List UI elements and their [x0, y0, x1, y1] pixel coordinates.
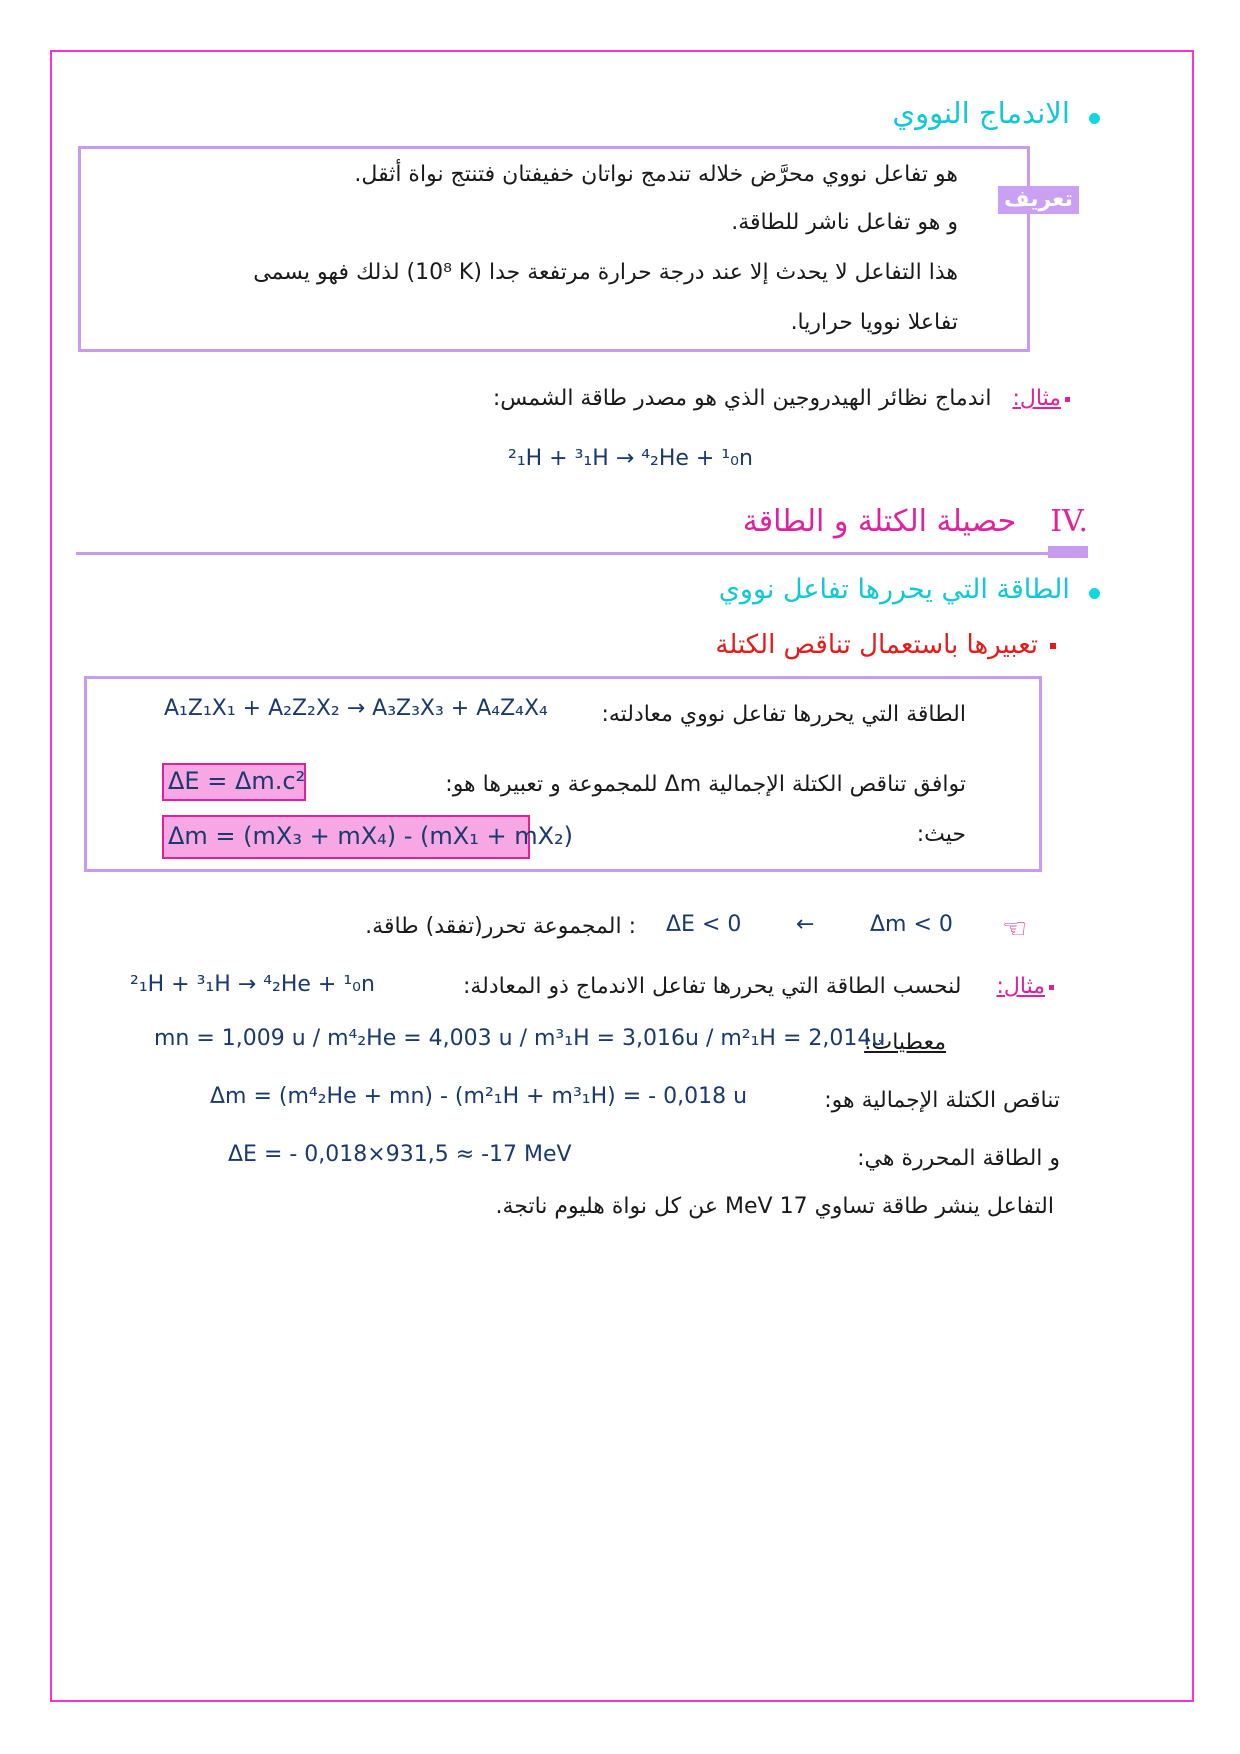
box-equation-2: ΔE = Δm.c²: [168, 767, 306, 795]
def-line-3: [253, 260, 958, 285]
energy-equation: ΔE = - 0,018×931,5 ≈ -17 MeV: [228, 1142, 572, 1167]
def-line-3-text: هذا التفاعل لا يحدث إلا عند درجة حرارة مرتفعة جدا: [488, 260, 958, 285]
section4-underline-marker: [1048, 546, 1088, 558]
mass-equation: Δm = (m⁴₂He + mn) - (m²₁H + m³₁H) = - 0,018 u: [210, 1084, 748, 1109]
def-line-4: تفاعلا نوويا حراريا.: [790, 310, 958, 335]
box-line-1: الطاقة التي يحررها تفاعل نووي معادلته:: [601, 702, 966, 727]
section4-number: IV.: [1050, 504, 1088, 539]
energy-subheading-row: [715, 630, 1056, 660]
bullet-icon: [1089, 113, 1100, 124]
square-bullet-icon: [1050, 643, 1056, 649]
def-line-3-temp: (10⁸ K): [406, 260, 482, 285]
pointing-hand-icon: ☜: [1002, 912, 1028, 945]
section4-underline: [76, 552, 1086, 555]
box-line-2: توافق تناقص الكتلة الإجمالية Δm للمجموعة و تعبيرها هو:: [445, 772, 966, 797]
note-arrow: ←: [796, 912, 815, 937]
data-label: معطيات:: [864, 1030, 946, 1055]
energy-subheading: تعبيرها باستعمال تناقص الكتلة: [715, 630, 1038, 660]
example1-label: مثال:: [1012, 386, 1061, 411]
conclusion: التفاعل ينشر طاقة تساوي 17 MeV عن كل نواة هليوم ناتجة.: [495, 1194, 1054, 1219]
bullet-icon: [1089, 588, 1100, 599]
example2-equation: ²₁H + ³₁H → ⁴₂He + ¹₀n: [130, 972, 375, 997]
example1-row: [493, 386, 1070, 411]
def-line-2: و هو تفاعل ناشر للطاقة.: [731, 210, 958, 235]
square-bullet-icon: [1049, 985, 1054, 990]
section4-title: حصيلة الكتلة و الطاقة: [742, 504, 1017, 539]
box-equation-1: A₁Z₁X₁ + A₂Z₂X₂ → A₃Z₃X₃ + A₄Z₄X₄: [164, 696, 548, 721]
data-values: mn = 1,009 u / m⁴₂He = 4,003 u / m³₁H = 3,016u / m²₁H = 2,014u: [154, 1026, 886, 1051]
def-line-3-end: لذلك فهو يسمى: [253, 260, 400, 285]
def-line-1: هو تفاعل نووي محرَّض خلاله تندمج نواتان خفيفتان فتنتج نواة أثقل.: [354, 162, 958, 187]
square-bullet-icon: [1065, 397, 1070, 402]
example2-text: لنحسب الطاقة التي يحررها تفاعل الاندماج ذو المعادلة:: [462, 974, 962, 999]
example2-row: [463, 974, 1054, 999]
definition-tag: تعريف: [998, 186, 1079, 214]
box-line-3: حيث:: [916, 822, 966, 847]
section4-title-row: [743, 504, 1088, 539]
note-result: ΔE < 0: [666, 912, 742, 937]
fusion-heading-row: [892, 96, 1100, 130]
energy-heading-row: [719, 574, 1100, 605]
note-condition: Δm < 0: [870, 912, 953, 937]
note-text: : المجموعة تحرر(تفقد) طاقة.: [365, 914, 636, 939]
example1-text: اندماج نظائر الهيدروجين الذي هو مصدر طاقة الشمس:: [492, 386, 992, 411]
fusion-heading: الاندماج النووي: [892, 96, 1070, 130]
energy-heading: الطاقة التي يحررها تفاعل نووي: [718, 574, 1070, 605]
box-equation-3: Δm = (mX₃ + mX₄) - (mX₁ + mX₂): [168, 822, 574, 850]
energy-label: و الطاقة المحررة هي:: [857, 1146, 1060, 1171]
mass-label: تناقص الكتلة الإجمالية هو:: [824, 1088, 1060, 1113]
example2-label: مثال:: [996, 974, 1045, 999]
example1-equation: ²₁H + ³₁H → ⁴₂He + ¹₀n: [508, 446, 753, 471]
